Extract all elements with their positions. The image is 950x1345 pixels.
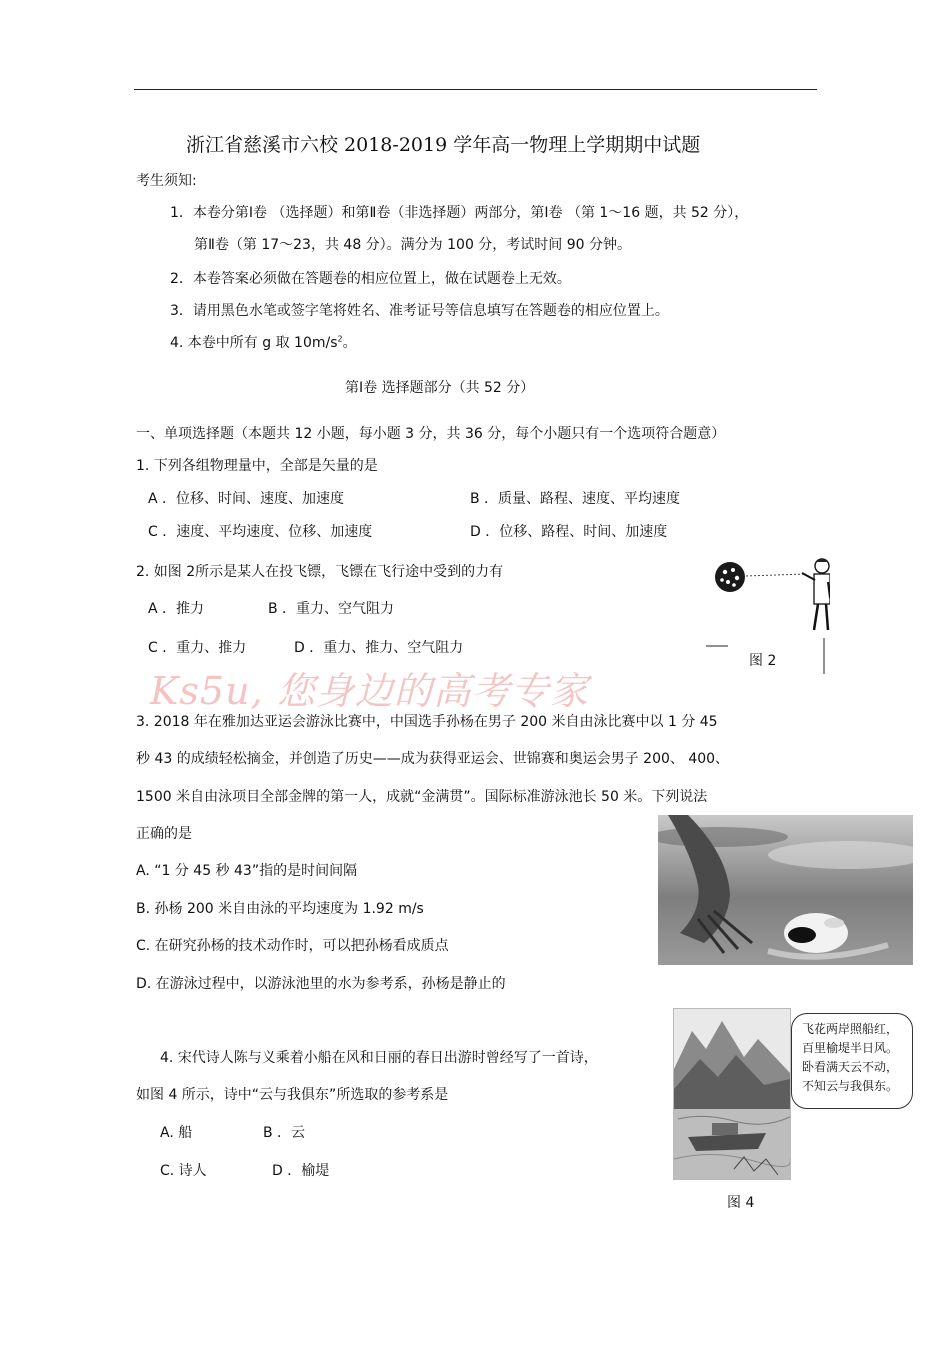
q1-option-c: C ．速度、平均速度、位移、加速度 bbox=[148, 524, 373, 540]
q4-stem-line-2: 如图 4 所示，诗中“云与我俱东”所选取的参考系是 bbox=[136, 1087, 449, 1103]
watermark: Ks5u, 您身边的高考专家 bbox=[150, 669, 589, 713]
poem-line-4: 不知云与我俱东。 bbox=[802, 1079, 899, 1093]
poem-line-1: 飞花两岸照船红， bbox=[802, 1022, 899, 1036]
swimmer-photo bbox=[658, 815, 913, 965]
q1-option-d: D ．位移、路程、时间、加速度 bbox=[470, 524, 668, 540]
poem-speech-bubble bbox=[791, 1013, 913, 1109]
q4-option-a: A. 船 bbox=[160, 1125, 193, 1141]
section-title: 第Ⅰ卷 选择题部分（共 52 分） bbox=[345, 380, 535, 396]
page-title: 浙江省慈溪市六校 2018-2019 学年高一物理上学期期中试题 bbox=[186, 134, 701, 156]
q3-option-c: C. 在研究孙杨的技术动作时，可以把孙杨看成质点 bbox=[136, 938, 449, 954]
notice-item-1-line-2: 第Ⅱ卷（第 17～23，共 48 分）。满分为 100 分，考试时间 90 分钟。 bbox=[194, 237, 632, 253]
part-heading: 一、单项选择题（本题共 12 小题，每小题 3 分，共 36 分，每个小题只有一个选项符合题意） bbox=[136, 426, 726, 442]
notice-item-4-text: 4. 本卷中所有 g 取 10m/s bbox=[170, 335, 338, 351]
q3-option-b: B. 孙杨 200 米自由泳的平均速度为 1.92 m/s bbox=[136, 901, 424, 917]
q3-option-a: A. “1 分 45 秒 43”指的是时间间隔 bbox=[136, 863, 358, 879]
figure-4-caption: 图 4 bbox=[727, 1195, 755, 1211]
q3-stem-line-4: 正确的是 bbox=[136, 826, 192, 842]
top-rule bbox=[134, 89, 817, 90]
q2-option-c: C ．重力、推力 bbox=[148, 640, 247, 656]
q1-option-b: B ．质量、路程、速度、平均速度 bbox=[470, 491, 681, 507]
figure-4-boat-illustration bbox=[673, 1008, 791, 1180]
notice-heading: 考生须知: bbox=[136, 173, 197, 189]
poem-line-2: 百里榆堤半日风。 bbox=[802, 1041, 899, 1055]
q4-option-d: D ．榆堤 bbox=[272, 1163, 330, 1179]
q4-option-b: B ．云 bbox=[263, 1125, 306, 1141]
notice-item-4-end: 。 bbox=[342, 335, 357, 351]
poem-line-3: 卧看满天云不动， bbox=[802, 1060, 899, 1074]
q2-option-d: D ．重力、推力、空气阻力 bbox=[294, 640, 464, 656]
figure-2-caption: 图 2 bbox=[749, 653, 777, 669]
q4-stem-line-1: 4. 宋代诗人陈与义乘着小船在风和日丽的春日出游时曾经写了一首诗， bbox=[160, 1050, 598, 1066]
notice-item-1-line-1: 1．本卷分第Ⅰ卷 （选择题）和第Ⅱ卷（非选择题）两部分，第Ⅰ卷 （第 1～16 题，共 52 分）， bbox=[170, 205, 749, 221]
notice-item-3: 3．请用黑色水笔或签字笔将姓名、准考证号等信息填写在答题卷的相应位置上。 bbox=[170, 303, 669, 319]
q2-option-a: A ．推力 bbox=[148, 601, 205, 617]
q3-option-d: D. 在游泳过程中，以游泳池里的水为参考系，孙杨是静止的 bbox=[136, 976, 506, 992]
q3-stem-line-2: 秒 43 的成绩轻松摘金，并创造了历史——成为获得亚运会、世锦赛和奥运会男子 200、 400、 bbox=[136, 751, 730, 767]
q1-option-a: A ．位移、时间、速度、加速度 bbox=[148, 491, 345, 507]
swimmer-photo-drawing bbox=[658, 815, 913, 965]
q1-stem: 1. 下列各组物理量中，全部是矢量的是 bbox=[136, 458, 378, 474]
q4-option-c: C. 诗人 bbox=[160, 1163, 207, 1179]
q3-stem-line-3: 1500 米自由泳项目全部金牌的第一人，成就“金满贯”。国际标准游泳池长 50 米。下列说法 bbox=[136, 789, 708, 805]
notice-item-4-superscript: 2 bbox=[337, 334, 343, 344]
figure-4-drawing bbox=[674, 1009, 790, 1179]
q3-stem-line-1: 3. 2018 年在雅加达亚运会游泳比赛中，中国选手孙杨在男子 200 米自由泳比赛中以 1 分 45 bbox=[136, 714, 718, 730]
notice-item-2: 2．本卷答案必须做在答题卷的相应位置上，做在试题卷上无效。 bbox=[170, 271, 571, 287]
notice-item-4 bbox=[170, 332, 357, 352]
q2-stem: 2. 如图 2所示是某人在投飞镖，飞镖在飞行途中受到的力有 bbox=[136, 564, 504, 580]
q2-option-b: B ．重力、空气阻力 bbox=[268, 601, 395, 617]
